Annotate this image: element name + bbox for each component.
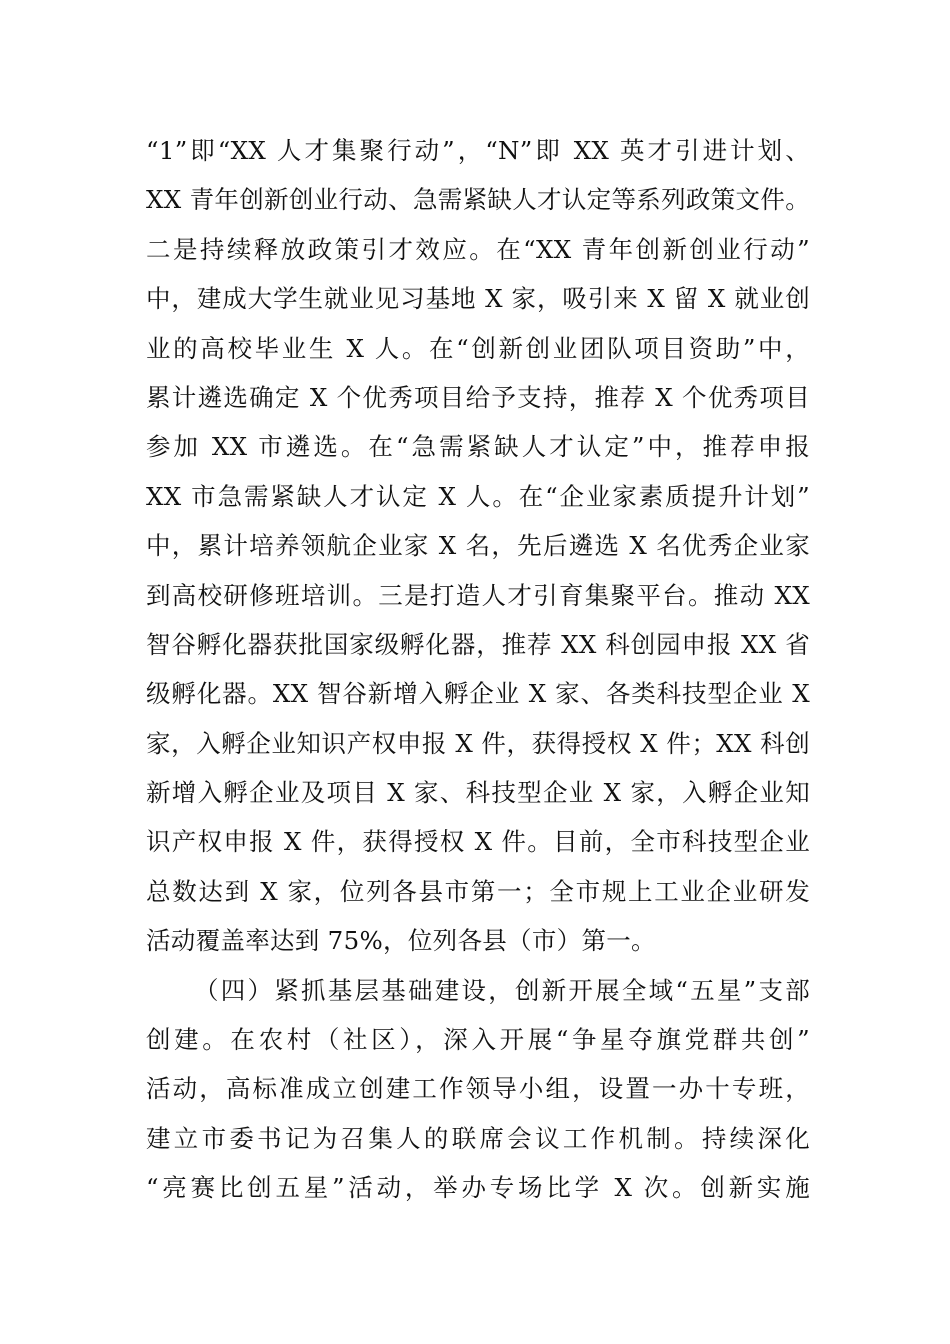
text-line-15: 识产权申报 X 件，获得授权 X 件。目前，全市科技型企业 <box>146 827 810 857</box>
text-line-12: 级孵化器。XX 智谷新增入孵企业 X 家、各类科技型企业 X <box>146 679 810 709</box>
text-line-6: 累计遴选确定 X 个优秀项目给予支持，推荐 X 个优秀项目 <box>146 382 810 412</box>
text-line-7: 参加 XX 市遴选。在“急需紧缺人才认定”中，推荐申报 <box>146 432 810 462</box>
text-line-16: 总数达到 X 家，位列各县市第一；全市规上工业企业研发 <box>146 876 810 906</box>
text-line-17: 活动覆盖率达到 75%，位列各县（市）第一。 <box>146 926 656 956</box>
text-line-5: 业的高校毕业生 X 人。在“创新创业团队项目资助”中， <box>146 333 810 363</box>
text-line-20: 活动，高标准成立创建工作领导小组，设置一办十专班， <box>146 1074 810 1104</box>
text-line-22: “亮赛比创五星”活动，举办专场比学 X 次。创新实施 <box>146 1173 810 1203</box>
text-line-13: 家，入孵企业知识产权申报 X 件，获得授权 X 件；XX 科创 <box>146 728 810 758</box>
text-line-8: XX 市急需紧缺人才认定 X 人。在“企业家素质提升计划” <box>146 481 810 511</box>
text-line-3: 二是持续释放政策引才效应。在“XX 青年创新创业行动” <box>146 234 810 264</box>
text-line-2: XX 青年创新创业行动、急需紧缺人才认定等系列政策文件。 <box>146 185 810 215</box>
text-line-4: 中，建成大学生就业见习基地 X 家，吸引来 X 留 X 就业创 <box>146 284 810 314</box>
document-body <box>146 126 810 1213</box>
text-line-1: “1”即“XX 人才集聚行动”，“N”即 XX 英才引进计划、 <box>146 136 810 165</box>
text-line-14: 新增入孵企业及项目 X 家、科技型企业 X 家，入孵企业知 <box>146 778 810 808</box>
text-line-9: 中，累计培养领航企业家 X 名，先后遴选 X 名优秀企业家 <box>146 531 810 561</box>
text-line-19: 创建。在农村（社区），深入开展“争星夺旗党群共创” <box>146 1025 810 1055</box>
text-line-11: 智谷孵化器获批国家级孵化器，推荐 XX 科创园申报 XX 省 <box>146 629 810 659</box>
text-line-18: （四）紧抓基层基础建设，创新开展全域“五星”支部 <box>194 975 810 1005</box>
text-line-10: 到高校研修班培训。三是打造人才引育集聚平台。推动 XX <box>146 580 810 610</box>
text-line-21: 建立市委书记为召集人的联席会议工作机制。持续深化 <box>146 1123 810 1153</box>
